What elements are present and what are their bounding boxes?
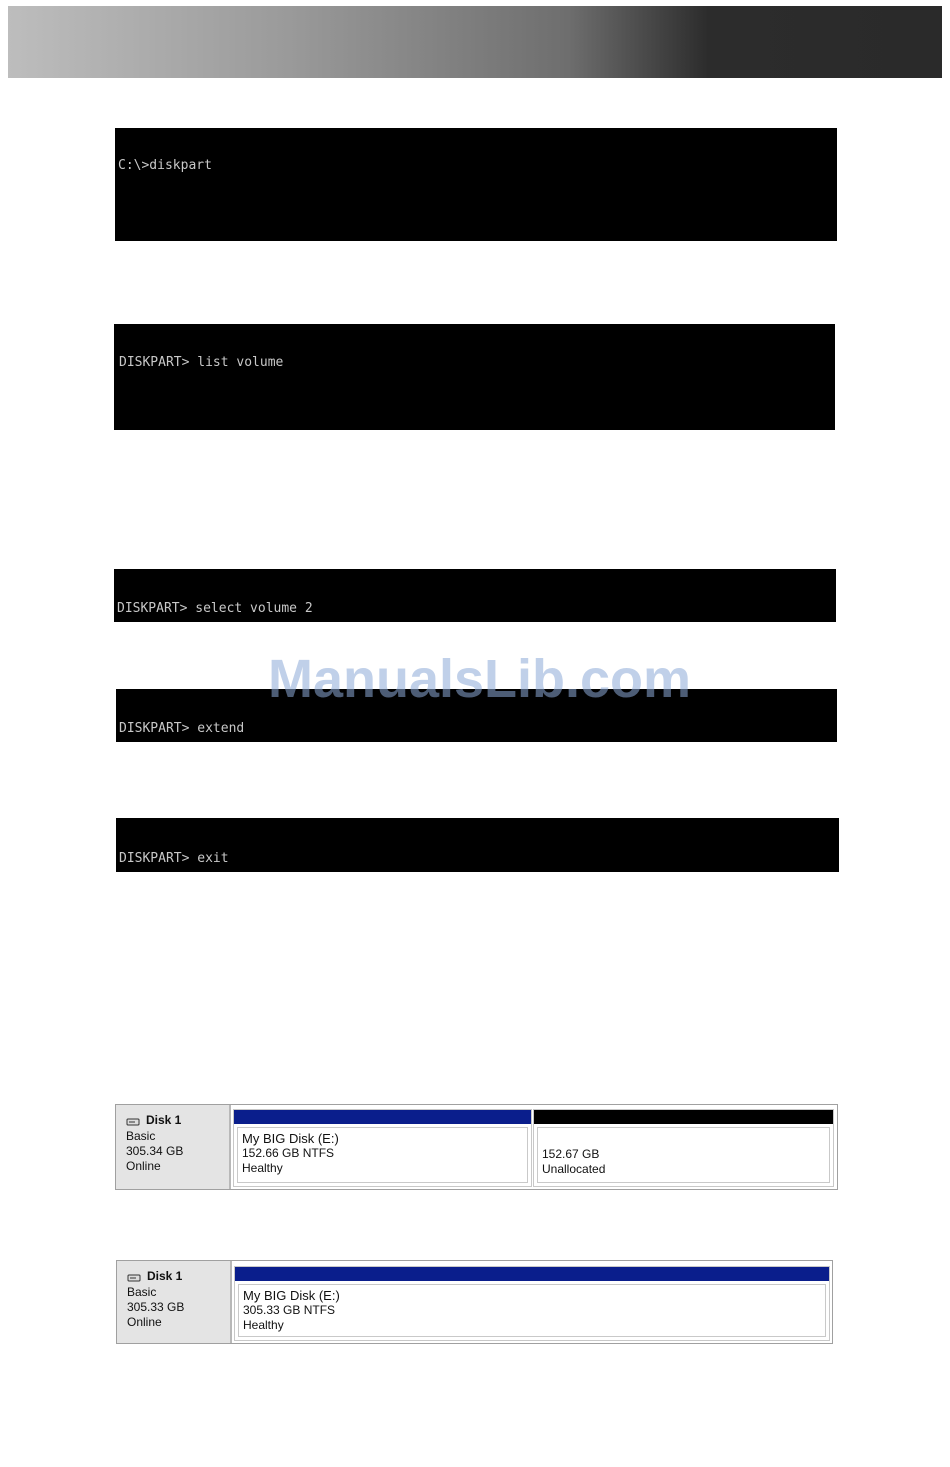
- partition-name: My BIG Disk (E:): [243, 1288, 340, 1303]
- console-command: DISKPART> list volume: [119, 355, 284, 370]
- partition-name: My BIG Disk (E:): [242, 1131, 339, 1146]
- disk-size: 305.34 GB: [126, 1144, 184, 1158]
- disk-management-after: [116, 1260, 833, 1344]
- partition-size: 305.33 GB NTFS: [243, 1303, 336, 1317]
- partition-status: Healthy: [242, 1161, 283, 1175]
- console-select-volume: [114, 569, 836, 622]
- disk-title: Disk 1: [146, 1113, 182, 1127]
- disk-status: Online: [127, 1315, 162, 1329]
- console-list-volume: [114, 324, 835, 430]
- console-line: DISKPART> select volume 2: [117, 601, 313, 616]
- disk-info-panel: [116, 1105, 231, 1189]
- disk-management-before: [115, 1104, 838, 1190]
- partition-e[interactable]: [233, 1109, 532, 1187]
- watermark: ManualsLib.com: [268, 649, 692, 709]
- partition-bar: [534, 1110, 833, 1124]
- disk-title: Disk 1: [147, 1269, 183, 1283]
- disk-size: 305.33 GB: [127, 1300, 185, 1314]
- partition-unallocated[interactable]: [533, 1109, 834, 1187]
- disk-info-panel: [117, 1261, 232, 1343]
- console-exit: [116, 818, 839, 872]
- page-header-bar: [8, 6, 942, 78]
- partition-bar: [234, 1110, 531, 1124]
- disk-type: Basic: [127, 1285, 157, 1299]
- console-line: DISKPART> exit: [119, 851, 229, 866]
- partition-e[interactable]: [234, 1266, 830, 1341]
- disk-status: Online: [126, 1159, 161, 1173]
- console-line: C:\>diskpart: [118, 158, 212, 173]
- disk-icon: [127, 1272, 141, 1282]
- partition-size: 152.66 GB NTFS: [242, 1146, 335, 1160]
- partition-status: Healthy: [243, 1318, 284, 1332]
- partition-status: Unallocated: [542, 1162, 606, 1176]
- disk-icon: [126, 1116, 140, 1126]
- console-line: DISKPART> extend: [119, 721, 245, 736]
- disk-type: Basic: [126, 1129, 156, 1143]
- partition-size: 152.67 GB: [542, 1147, 600, 1161]
- partition-bar: [235, 1267, 829, 1281]
- console-diskpart-start: [115, 128, 837, 241]
